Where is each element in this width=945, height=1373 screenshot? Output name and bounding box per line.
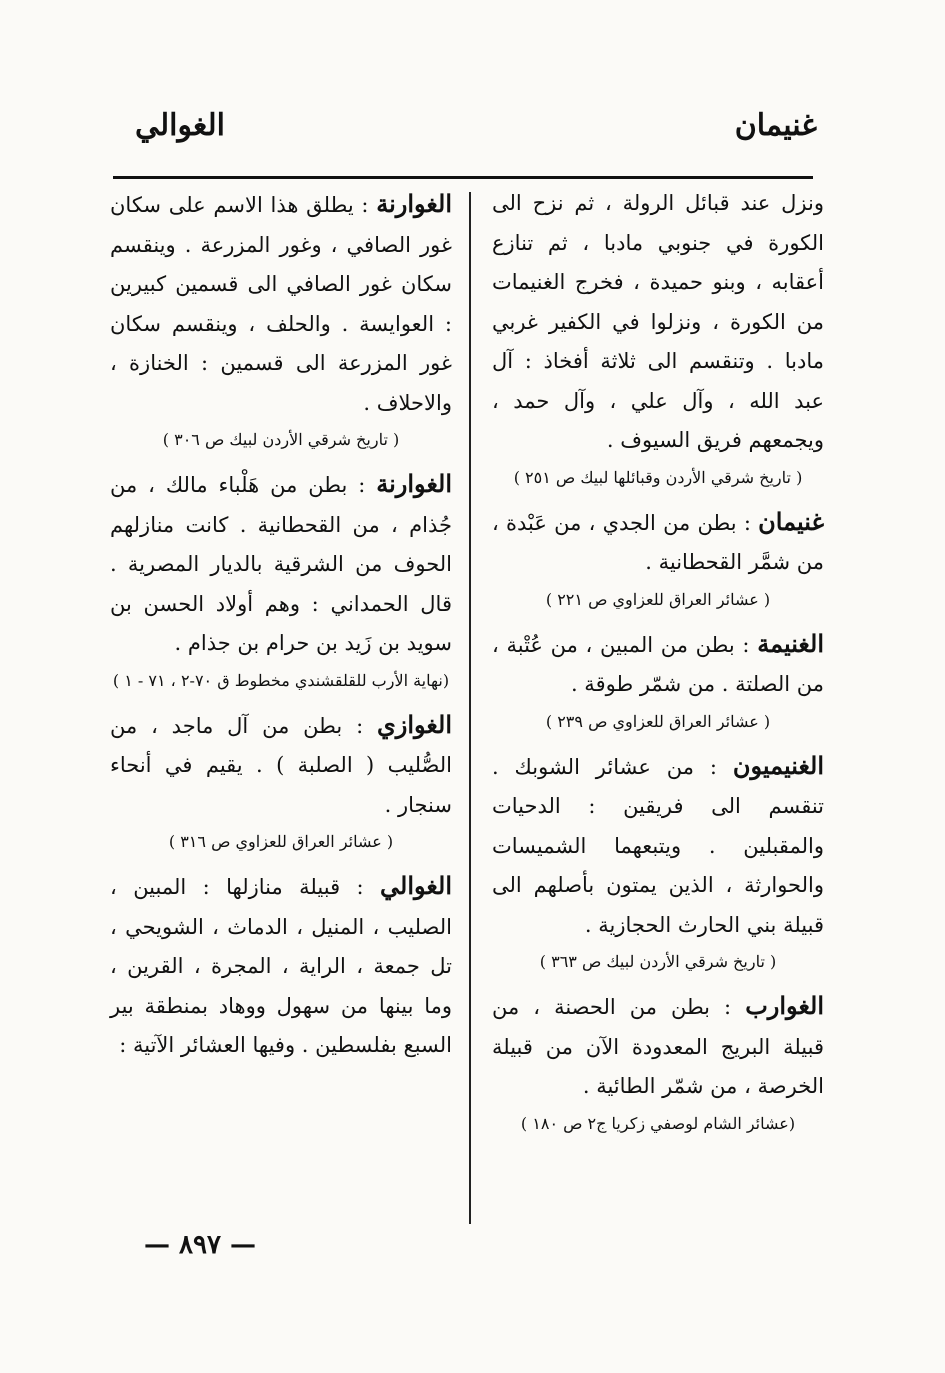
entry-source: ( عشائر العراق للعزاوي ص ٢٣٩ ) [545,711,771,731]
entry-source: ( تاريخ شرقي الأردن لبيك ص ٣٠٦ ) [162,430,400,449]
entry [110,866,452,1066]
left-column [110,184,452,1066]
entry [492,986,824,1107]
entry-body: : بطن من الجدي ، من عَبْدة ، من شمَّر القحطانية . [492,510,824,574]
entry-term: الغوارنة [376,469,453,498]
entry-source: ( تاريخ شرقي الأردن وقبائلها لبيك ص ٢٥١ ) [513,467,803,487]
entry [492,624,824,705]
entry-term: الغوارب [745,991,824,1020]
entry-source: (نهاية الأرب للقلقشندي مخطوط ق ٧٠-٢ ، ٧١ - ١ ) [112,670,450,690]
entry-body: : بطن من الحصنة ، من قبيلة البريج المعدودة الآن من قبيلة الخرصة ، من شمّر الطائية . [492,995,824,1098]
entry-body: ونزل عند قبائل الرولة ، ثم نزح الى الكورة في جنوبي مادبا ، ثم تنازع أعقابه ، وبنو حميدة ، فخرج الغنيمات من الكورة ، ونزلوا في الكفير غربي مادبا . وتنقسم الى ثلاثة أفخاذ : آل عبد الله ، وآل علي ، وآل حمد ، ويجمعهم فريق السيوف . [492,191,824,452]
entry-body: : بطن من آل ماجد ، من الصُّليب ( الصلبة ) . يقيم في أنحاء سنجار . [110,713,452,817]
right-column [492,184,824,1148]
entry-term: الغنيميون [732,750,824,780]
entry-body: : بطن من المبين ، من عُتْبة ، من الصلتة . من شمّر طوقة . [492,632,824,696]
entry [492,502,824,583]
entry-source: (عشائر الشام لوصفي زكريا ج٢ ص ١٨٠ ) [520,1113,796,1133]
entry-term: الغوالي [380,871,452,900]
entry-body: : قبيلة منازلها : المبين ، الصليب ، المنيل ، الدماث ، الشويحي ، تل جمعة ، الراية ، المجرة ، القرين ، وما بينها من سهول ووهاد بمنطقة بير السبع بفلسطين . وفيها العشائر الآتية : [110,875,452,1057]
entry-source: ( عشائر العراق للعزاوي ص ٣١٦ ) [168,832,394,851]
entry [110,464,452,664]
entry-body: : من عشائر الشوبك . تنقسم الى فريقين : الدحيات والمقبلين . ويتبعهما الشميسات والحوارثة ، الذين يمتون بأصلهم الى قبيلة بني الحارث الحجازية . [492,754,824,937]
entry-source: ( تاريخ شرقي الأردن لبيك ص ٣٦٣ ) [539,952,777,971]
entry-source: ( عشائر العراق للعزاوي ص ٢٢١ ) [545,589,771,609]
column-divider [469,192,471,1224]
entry [110,184,452,423]
running-head-right: غنيمان [734,108,817,143]
header-rule [113,176,813,179]
entry [492,184,824,461]
entry [110,705,452,826]
running-head-left: الغوالي [135,108,225,143]
entry-term: غنيمان [758,506,824,536]
entry-term: الغوازي [376,709,452,739]
entry-body: : يطلق هذا الاسم على سكان غور الصافي ، وغور المزرعة . وينقسم سكان غور الصافي الى قسمين كبيرين : العوايسة . والحلف ، وينقسم سكان غور المزرعة الى قسمين : الخنازة ، والاحلاف . [110,193,452,415]
entry-body: : بطن من هَلْباء مالك ، من جُذام ، من القحطانية . كانت منازلهم الحوف من الشرقية بالديار المصرية . قال الحمداني : وهم أولاد الحسن بن سويد بن زَيد بن حرام بن جذام . [110,473,452,655]
entry [492,746,824,946]
entry-term: الغوارنة [376,189,452,218]
page-number: — ٨٩٧ — [143,1230,257,1260]
entry-term: الغنيمة [757,628,824,658]
